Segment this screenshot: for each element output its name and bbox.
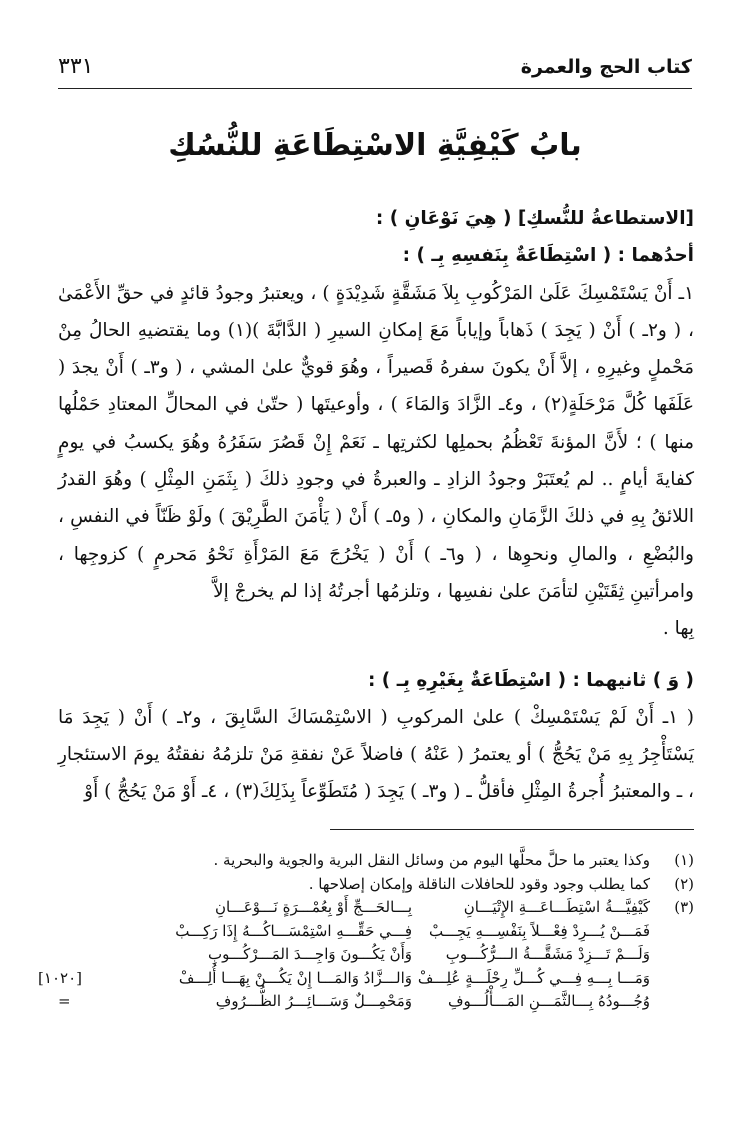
first-type-paragraph-end: بِها . <box>662 618 694 640</box>
footnote-2 <box>58 872 694 896</box>
main-text <box>58 200 694 811</box>
verse-second-hemistich: وَمَحْمِـــلٌ وَسَـــائِـــرُ الظُّـــرُوفِ <box>215 992 412 1011</box>
verse-second-hemistich: بِـــالحَـــجِّ أَوْ بِعُمْـــرَةٍ نَـــوْعَـــانِ <box>215 898 412 916</box>
second-type-heading: ( وَ ) ثانيهما : ( اسْتِطَاعَةٌ بِغَيْرِهِ بِـ ) : <box>367 669 694 691</box>
book-title: كتاب الحج والعمرة <box>520 56 692 78</box>
footnote-1 <box>58 848 694 872</box>
footnote-number: (٣) <box>674 898 694 916</box>
poem-verse-2 <box>58 920 694 944</box>
verse-first-hemistich: وُجُـــودُهُ بِـــالثَّمَـــنِ المَـــأْلُـــوفِ <box>447 992 650 1011</box>
footnote-separator <box>330 829 694 830</box>
verse-second-hemistich: وَالـــزَّادُ وَالمَـــا إِنْ يَكُـــنْ بِهَـــا أُلِـــفْ <box>178 968 412 987</box>
verse-first-hemistich: وَمَـــا بِـــهِ فِـــي كُـــلِّ رِحْلَـــةٍ عُلِـــفْ <box>417 968 650 987</box>
footnote-text: وكذا يعتبر ما حلَّ محلَّها اليوم من وسائل النقل البرية والجوية والبحرية . <box>213 851 650 869</box>
chapter-title: بابُ كَيْفِيَّةِ الاسْتِطَاعَةِ للنُّسُكِ <box>168 128 582 163</box>
page-number: ٣٣١ <box>58 54 94 79</box>
poem-verse-3 <box>58 943 694 967</box>
footnotes <box>38 848 694 1014</box>
footnote-number: (٢) <box>674 875 694 893</box>
footnote-text: كما يطلب وجود وقود للحافلات الناقلة وإمكان إصلاحها . <box>308 875 650 893</box>
second-type-paragraph: ( ١ـ أَنْ لَمْ يَسْتَمْسِكْ ) علىٰ المركوبِ ( الاسْتِمْسَاكَ السَّابِقَ ، و٢ـ ) أَنْ ( يَجِدَ مَا يَسْتَأْجِرُ بِهِ مَنْ يَحُجُّ ) أو يعتمرُ ( عَنْهُ ) فاضلاً عَنْ نفقةِ مَنْ تلزمُهُ نفقتُهُ يومَ الاستئجارِ ، ـ والمعتبرُ أُجرةُ المِثْلِ فأقلُّ ـ ( و٣ـ ) يَجِدَ ( مُتَطَوِّعاً بِذَلِكَ(٣) ، ٤ـ أَوْ مَنْ يَحُجُّ ) أَوْ <box>58 706 694 803</box>
verse-first-hemistich: وَلَـــمْ تَـــزِدْ مَشَقَّـــةُ الـــرُّكُـــوبِ <box>445 945 650 964</box>
verse-first-hemistich: كَيْفِيَّـــةُ اسْتِطَـــاعَـــةِ الإِتْيَـــانِ <box>463 898 650 916</box>
poem-verse-5 <box>58 990 694 1014</box>
footnote-number: (١) <box>674 851 694 869</box>
verse-first-hemistich: فَمَـــنْ يُـــرِدْ فِعْـــلاً بِنَفْسِـــهِ يَجِـــبْ <box>428 921 650 940</box>
intro-line: [الاستطاعةُ للنُّسكِ] ( هِيَ نَوْعَانِ ) : <box>375 208 694 229</box>
footnote-3-poem <box>38 896 694 1014</box>
first-type-heading: أحدُهما : ( اسْتِطَاعَةٌ بِنَفسِهِ بِـ ) : <box>402 245 694 267</box>
verse-second-hemistich: وَأَنْ يَكُـــونَ وَاجِـــدَ المَـــرْكُـــوبِ <box>208 945 412 964</box>
verse-second-hemistich: فِـــي حَقِّـــهِ اسْتِمْسَـــاكُـــهُ إِذَا رَكِـــبْ <box>175 921 412 940</box>
running-header <box>58 52 692 89</box>
verse-number-mark: [١٠٢٠] <box>38 968 82 987</box>
poem-verse-4 <box>38 967 694 991</box>
poem-verse-1 <box>58 896 694 920</box>
first-type-paragraph: ١ـ أَنْ يَسْتَمْسِكَ عَلَىٰ المَرْكُوبِ بِلاَ مَشَقَّةٍ شَدِيْدَةٍ ) ، ويعتبرُ وجودُ قائدٍ في حقِّ الأَعْمَىٰ ، ( و٢ـ ) أَنْ ( يَجِدَ ) ذَهاباً وإياباً مَعَ إمكانِ السيرِ ( الدَّابَّةَ )(١) وما يقتضيهِ الحالُ مِنْ مَحْملٍ وغيرِهِ ، إلاَّ أَنْ يكونَ سفرهُ قَصيراً ، وهُوَ قويٌّ علىٰ المشي ، ( و٣ـ ) أَنْ يجدَ ( عَلَفَها كُلَّ مَرْحَلَةٍ(٢) ، و٤ـ الزَّادَ وَالمَاءَ ) ، وأوعيتَها ( حتّىٰ في المحالِّ المعتادِ حَمْلُها منها ) ؛ لأَنَّ المؤنةَ تَعْظُمُ بحملِها لكثرتِها ـ نَعَمْ إِنْ قَصُرَ سَفَرُهُ وهُوَ يكسبُ في يومٍ كفايةَ أيامٍ .. لم يُعتَبَرْ وجودُ الزادِ ـ والعبرةُ في وجودِ ذلكَ ( بِثَمَنِ المِثْلِ ) وهُوَ القدرُ اللائقُ بِهِ في ذلكَ الزَّمَانِ والمكانِ ، ( و٥ـ ) أَنْ ( يَأْمَنَ الطَّرِيْقَ ) ولَوْ ظَنّاً في النفسِ ، والبُضْعِ ، والمالِ ونحوِها ، ( و٦ـ ) أَنْ ( يَخْرُجَ مَعَ المَرْأَةِ نَحْوُ مَحرمٍ ) كزوجِها ، وامرأتينِ ثِقَتَيْنِ لتأمَنَ علىٰ نفسِها ، وتلزمُها أجرتُهُ إذا لم يخرجْ إلاَّ <box>58 282 695 602</box>
continuation-mark: = <box>58 992 71 1011</box>
